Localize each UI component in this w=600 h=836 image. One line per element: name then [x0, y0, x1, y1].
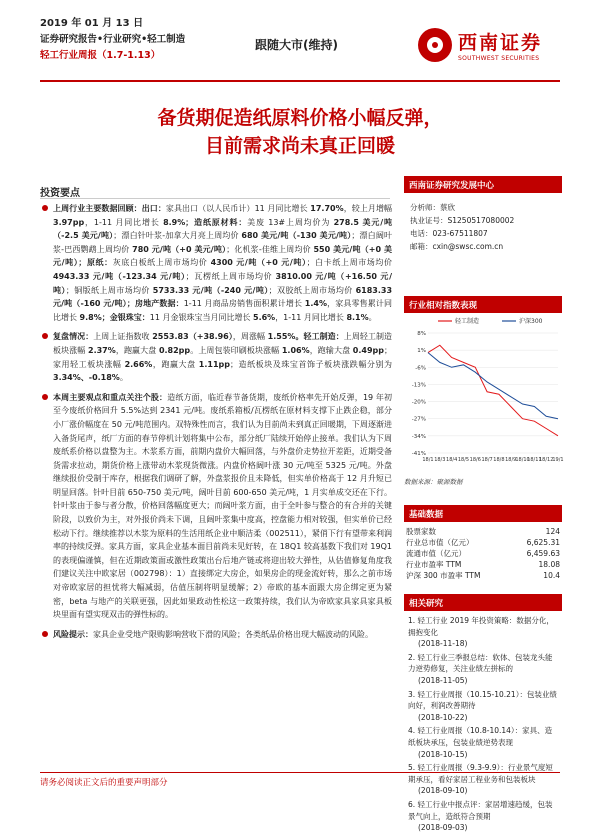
text-run: ；家用轻工板块涨幅	[53, 345, 392, 369]
chart-heading: 行业相对指数表现	[404, 296, 562, 313]
text-run: 美废 13#上周均价为	[247, 217, 334, 227]
text-run: 2553.83（+38.96）	[152, 332, 233, 342]
header-left	[40, 16, 185, 64]
y-tick-label: -27%	[411, 416, 426, 423]
text-run: 5733.33 元/吨（-240 元/吨）	[152, 285, 269, 295]
text-run: 0.49pp	[352, 345, 384, 355]
text-run: ；化机浆-佳维上周均价	[226, 244, 314, 254]
y-tick-label: -41%	[411, 451, 426, 457]
summary-divider	[40, 198, 390, 199]
text-run: 4943.33 元/吨（-123.34 元/吨）	[53, 271, 186, 281]
text-run: ，跑输大盘	[309, 345, 353, 355]
text-run: ，1-11 月同比增长	[84, 217, 164, 227]
text-run: ；瓦楞纸上周市场均价	[185, 271, 276, 281]
row-value: 18.08	[538, 560, 560, 569]
related-title: 6. 轻工行业中报点评：家居增速趋缓，包装景气向上，造纸符合预期	[408, 799, 553, 821]
footer-note: 请务必阅读正文后的重要声明部分	[40, 778, 168, 788]
x-tick-label: 18/8	[493, 457, 505, 463]
summary-body	[40, 202, 392, 647]
text-run: 本周主要观点和重点关注个股：	[53, 392, 168, 402]
y-tick-label: 8%	[417, 331, 426, 337]
report-date: 2019 年 01 月 13 日	[40, 18, 144, 29]
text-run: 。	[119, 373, 128, 383]
y-tick-label: 1%	[417, 348, 426, 355]
text-run: 17.70%	[310, 204, 344, 213]
table-row	[404, 570, 562, 581]
text-run: 550 美元/吨（+0 美元/吨）	[53, 244, 392, 268]
related-date: (2018-09-03)	[418, 823, 468, 833]
related-title: 2. 轻工行业三季报总结：软体、包装龙头能力逆势修复，关注业绩左拼标的	[408, 652, 553, 674]
list-item[interactable]	[408, 725, 558, 760]
series-line-1	[428, 353, 558, 419]
index-chart	[404, 313, 562, 473]
text-run: 278.5 美元/吨（-2.5 美元/吨）	[53, 217, 393, 241]
text-run: 灰底白板纸上周市场均价	[112, 258, 211, 268]
text-run: ；白卡纸上周市场均价	[306, 258, 393, 268]
title-line2: 目前需求尚未真正回暖	[204, 135, 395, 157]
text-run: ；造纸原材料：	[185, 217, 248, 227]
x-tick-label: 18/9	[505, 457, 517, 463]
x-tick-label: 18/10	[515, 457, 530, 463]
text-run: 。轻工制造：	[295, 332, 344, 342]
row-label: 沪深 300 市盈率 TTM	[406, 571, 481, 580]
x-tick-label: 18/5	[457, 457, 470, 463]
text-run: 11 月金银珠宝当月同比增长	[149, 312, 253, 322]
table-row	[404, 537, 562, 548]
x-tick-label: 18/1	[422, 457, 434, 463]
related-title: 4. 轻工行业周报（10.8-10.14）：家具、造纸板块承压，包装业绩逆势表现	[408, 726, 553, 747]
related-title: 3. 轻工行业周报（10.15-10.21）：包装业绩向好，利润改善期待	[408, 689, 557, 711]
legend-label: 轻工制造	[455, 318, 480, 325]
related-box	[404, 594, 562, 836]
x-tick-label: 18/6	[469, 457, 481, 463]
text-run: 8.1%	[346, 312, 369, 322]
header-divider	[40, 80, 560, 82]
analyst-box	[404, 176, 562, 253]
list-item[interactable]	[408, 799, 558, 834]
text-run: ，较上月增幅	[343, 204, 393, 213]
summary-heading: 投资要点	[40, 188, 80, 199]
legend-label: 沪深300	[519, 318, 543, 325]
index-chart-box	[404, 296, 562, 486]
text-run: ；双胶纸上周市场均价	[268, 285, 356, 295]
analyst-heading: 西南证券研究发展中心	[404, 176, 562, 193]
text-run: 680 美元/吨（-130 美元/吨）	[241, 231, 352, 241]
summary-para	[40, 202, 392, 324]
report-category: 证券研究报告•行业研究•轻工制造	[40, 34, 186, 45]
summary-para	[40, 330, 392, 384]
text-run: 3810.00 元/吨（+16.50 元/吨）	[53, 271, 392, 295]
basic-data-box	[404, 505, 562, 581]
text-run: 。	[368, 312, 377, 322]
logo-cn: 西南证券	[458, 32, 543, 54]
row-label: 流通市值（亿元）	[406, 549, 466, 558]
basic-heading: 基础数据	[404, 505, 562, 522]
text-run: ；金银珠宝：	[101, 312, 150, 322]
row-value: 6,459.63	[526, 549, 560, 558]
related-date: (2018-11-18)	[418, 639, 468, 649]
table-row	[404, 559, 562, 570]
text-run: 8.9%	[163, 217, 186, 227]
list-item[interactable]	[408, 652, 558, 687]
text-run: 造纸方面，临近春节备货期，废纸价格率先开始反弹，19 年初至今废纸价格回升 5.5%达到 2341 元/吨。废纸系箱板/瓦楞纸在原材料支撑下止跌企稳，部分小厂涨价幅度在 50 元/吨范围内。双特殊性而言，我们认为目前尚未到真正回暖期，下周逐渐进入备货尾声，纸厂方面的春节停机计划将集中公布，部分纸厂陆续开始停止接单。我们认为下周废纸系价格以盘整为主。木浆系方面，前期内盘价大幅回落，与外盘价走势拉开差距，近期受备货需求拉动，期货价格上涨带动木浆现货微涨。内盘价格阔叶涨 30 元/吨至 5325 元/吨。外盘继续报价受制于库存，根据我们调研了解，外盘浆报价且未降低，但实单价格高于 12 月升短已明显回落。针叶目前 650-750 美元/吨，阔叶目前 600-650 美元/吨，1 月实单成交还在下行。针叶浆由于参与者分散，价格回落幅度更大；而阔叶浆方面，由于全叶参与整合的有合并的关键阶段，以致价为主，对外报价尚未下调，且阔叶浆集中度高，控盘能力相对较强，但实单价已经松动下行。继续推荐以木浆为原料的生活用纸企业中顺洁柔（002511），紧俏下行有望带来利润率的持续反弹。家具方面，家具企业基本面目前尚未见好转，在 18Q1 较高基数下我们对 19Q1 的表现偏谨慎，但在近期政策面或激性政策出台后地产链或将迎出较大弹性，从估值修复角度我们建议关注中欧家居（002798）：1）直接绑定大房企，如果房企的现金流好转，那么之前市场对帝欧家居的担忧将大幅减弱，估值压制将明显缓解；2）帝欧的基本面跟大房企绑定更为紧密，beta 与地产的关联更强，因此如果政动性松这一政策持续，我们认为帝欧家具家具家具板块里面有望实现双击的弹性标的。	[53, 392, 392, 620]
list-item[interactable]	[408, 762, 558, 797]
text-run: ，1-11 月同比增长	[275, 312, 347, 322]
text-run: 5.6%	[253, 312, 276, 322]
logo-mark-icon	[418, 28, 452, 62]
text-run: 。上周包装印刷板块涨幅	[190, 345, 282, 355]
text-run: 复盘情况：	[53, 332, 94, 342]
text-run: 家具企业受地产限购影响营收下滑的风险；各类纸品价格出现大幅波动的风险。	[93, 629, 373, 639]
related-date: (2018-10-22)	[418, 712, 468, 722]
text-run: ；造纸板块及珠宝首饰子板块涨跌幅分别为	[229, 359, 393, 369]
related-title: 1. 轻工行业 2019 年投资策略：数据分化，拥抱变化	[408, 616, 554, 637]
y-tick-label: -34%	[411, 433, 426, 440]
text-run: 6183.33 元/吨（-160 元/吨）	[53, 285, 393, 309]
analyst-phone: 电话：023-67511807	[410, 229, 488, 238]
text-run: ，家具零售累计同比增长	[53, 299, 393, 322]
text-run: 上周行业主要数据回顾：出口：	[53, 204, 166, 213]
y-tick-label: -6%	[415, 365, 426, 372]
text-run: 1.55%	[267, 332, 296, 342]
related-date: (2018-10-15)	[418, 749, 468, 759]
text-run: ；房地产数据：	[126, 299, 184, 309]
y-tick-label: -13%	[411, 382, 426, 389]
related-heading: 相关研究	[404, 594, 562, 611]
analyst-cert: 执业证号：S1250517080002	[410, 216, 515, 225]
text-run: 1.11pp	[198, 359, 230, 369]
text-run: 780 元/吨（+0 美元/吨）	[132, 244, 227, 254]
analyst-name: 分析师：蔡欣	[410, 203, 455, 212]
text-run: 家具出口（以人民币计）11 月同比增长	[165, 204, 311, 213]
footer-divider	[40, 772, 560, 773]
related-list	[404, 611, 562, 834]
company-logo	[418, 28, 542, 62]
row-value: 10.4	[543, 571, 560, 580]
x-tick-label: 18/11	[527, 457, 542, 463]
logo-en: SOUTHWEST SECURITIES	[458, 55, 540, 62]
text-run: 1.4%	[304, 299, 327, 309]
related-date: (2018-09-10)	[418, 786, 468, 796]
text-run: ，跑赢大盘	[152, 359, 199, 369]
x-tick-label: 18/3	[434, 457, 446, 463]
text-run: ；原纸：	[78, 258, 113, 268]
table-row	[404, 526, 562, 537]
related-date: (2018-11-05)	[418, 675, 468, 685]
basic-data-table	[404, 526, 562, 581]
text-run: 上周轻工制造板块涨幅	[53, 332, 393, 355]
analyst-email: 邮箱：cxin@swsc.com.cn	[410, 242, 504, 251]
text-run: ；铜版纸上周市场均价	[65, 285, 153, 295]
text-run: 2.37%	[88, 345, 116, 355]
row-label: 行业总市值（亿元）	[406, 538, 474, 547]
text-run: 风险提示：	[53, 629, 93, 639]
text-run: 2.66%	[124, 359, 153, 369]
title-line1: 备货期促造纸原料价格小幅反弹，	[157, 107, 443, 129]
text-run: 3.97pp	[53, 217, 85, 227]
text-run: 9.8%	[79, 312, 102, 322]
summary-para	[40, 391, 392, 622]
text-run: 1.06%	[281, 345, 310, 355]
text-run: ，跑赢大盘	[115, 345, 159, 355]
report-series: 轻工行业周报（1.7-1.13）	[40, 50, 161, 61]
text-run: 上周上证指数收	[93, 332, 153, 342]
series-line-0	[428, 345, 558, 436]
list-item[interactable]	[408, 615, 558, 650]
text-run: ，周涨幅	[232, 332, 268, 342]
text-run: ；漂白针叶浆-加拿大月亮上周均价	[113, 231, 242, 241]
text-run: ；漂白阔叶浆-巴西鹦鹉上周均价	[53, 231, 392, 254]
text-run: 0.82pp	[158, 345, 191, 355]
text-run: 3.34%、-0.18%	[53, 373, 120, 383]
row-value: 124	[545, 527, 560, 536]
text-run: 4300 元/吨（+0 元/吨）	[210, 258, 307, 268]
report-title	[0, 104, 600, 160]
text-run: 1-11 月商品房销售面积累计增长	[183, 299, 305, 309]
x-tick-label: 18/12	[538, 457, 554, 463]
rating: 跟随大市(维持)	[255, 38, 338, 52]
x-tick-label: 18/7	[481, 457, 493, 463]
summary-para	[40, 628, 392, 642]
row-label: 行业市盈率 TTM	[406, 560, 462, 569]
table-row	[404, 548, 562, 559]
list-item[interactable]	[408, 689, 558, 724]
related-title: 5. 轻工行业周报（9.3-9.9）：行业景气度短期承压，看好家居工程业务和包装板块	[408, 763, 553, 784]
y-tick-label: -20%	[411, 399, 426, 406]
x-tick-label: 18/4	[446, 457, 458, 463]
chart-source: 数据来源：聚源数据	[404, 478, 463, 486]
x-tick-label: 19/1	[552, 457, 564, 463]
row-label: 股票家数	[406, 527, 436, 536]
row-value: 6,625.31	[526, 538, 560, 547]
